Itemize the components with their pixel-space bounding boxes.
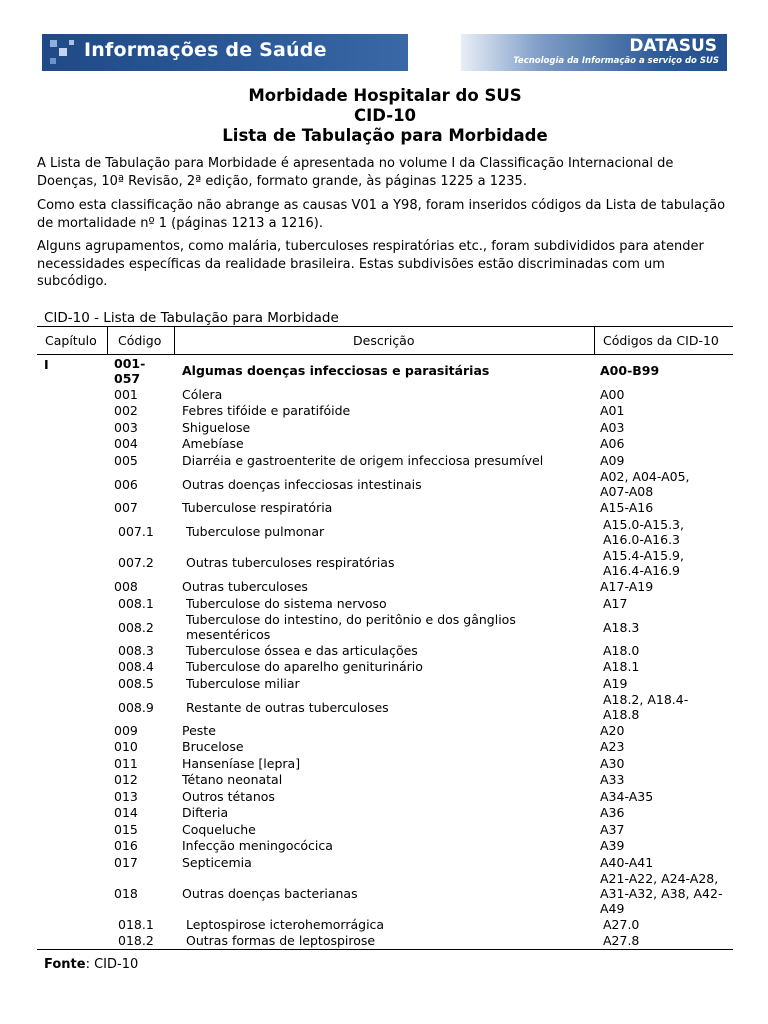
- row-code: 008.2: [118, 620, 154, 635]
- table-bottom-rule: [37, 949, 733, 950]
- column-divider: [594, 327, 595, 354]
- row-code: 008.5: [118, 676, 154, 691]
- row-cid: A18.2, A18.4-A18.8: [603, 692, 689, 722]
- row-cid: A36: [600, 805, 625, 820]
- row-code: 018.1: [118, 917, 154, 932]
- row-code: 001: [114, 387, 138, 402]
- row-description: Tuberculose do aparelho geniturinário: [186, 659, 423, 674]
- source-note: [44, 957, 138, 972]
- row-code: 006: [114, 477, 138, 492]
- main-title: Morbidade Hospitalar do SUS: [248, 86, 522, 105]
- row-description: Shiguelose: [182, 420, 251, 435]
- source-value: : CID-10: [85, 957, 139, 972]
- row-cid: A09: [600, 453, 625, 468]
- row-cid: A15.0-A15.3, A16.0-A16.3: [603, 517, 684, 547]
- header-chapter: Capítulo: [45, 333, 97, 348]
- logo-square-icon: [50, 58, 56, 64]
- table-top-rule: [37, 326, 733, 327]
- row-description: Tuberculose óssea e das articulações: [186, 643, 418, 658]
- row-description: Tuberculose miliar: [186, 676, 300, 691]
- intro-paragraph: A Lista de Tabulação para Morbidade é apresentada no volume I da Classificação Internacional de Doenças, 10ª Revisão, 2ª edição, formato grande, às páginas 1225 a 1235.: [37, 156, 674, 189]
- row-description: Diarréia e gastroenterite de origem infecciosa presumível: [182, 453, 544, 468]
- subdivision-paragraph: Alguns agrupamentos, como malária, tuberculoses respiratórias etc., foram subdivididos para atender necessidades específicas da realidade brasileira. Estas subdivisões estão discriminadas com um subcódigo.: [37, 239, 704, 289]
- row-description: Cólera: [182, 387, 223, 402]
- brand-tagline: Tecnologia da Informação a serviço do SUS: [513, 56, 719, 66]
- row-code: 005: [114, 453, 138, 468]
- list-title: Lista de Tabulação para Morbidade: [222, 126, 548, 145]
- column-divider: [107, 327, 108, 354]
- logo-square-icon: [69, 40, 74, 45]
- row-code: 008.9: [118, 700, 154, 715]
- row-code: 008.3: [118, 643, 154, 658]
- row-cid: A27.0: [603, 917, 640, 932]
- row-cid: A23: [600, 739, 625, 754]
- row-description: Outras tuberculoses: [182, 579, 308, 594]
- row-cid: A01: [600, 403, 625, 418]
- row-chapter: I: [44, 357, 49, 372]
- row-cid: A40-A41: [600, 855, 654, 870]
- row-code: 008.1: [118, 596, 154, 611]
- brand-name: DATASUS: [629, 36, 717, 56]
- logo-square-icon: [50, 40, 57, 47]
- row-cid: A39: [600, 838, 625, 853]
- row-description: Restante de outras tuberculoses: [186, 700, 389, 715]
- row-description: Outras formas de leptospirose: [186, 933, 376, 948]
- header-code: Código: [118, 333, 162, 348]
- row-cid: A20: [600, 723, 625, 738]
- row-cid: A06: [600, 436, 625, 451]
- row-code: 002: [114, 403, 138, 418]
- row-code: 018.2: [118, 933, 154, 948]
- row-description: Difteria: [182, 805, 229, 820]
- row-cid: A33: [600, 772, 625, 787]
- header-left-title: Informações de Saúde: [84, 39, 327, 61]
- row-code: 012: [114, 772, 138, 787]
- header-description: Descrição: [353, 333, 415, 348]
- row-cid: A37: [600, 822, 625, 837]
- row-description: Tuberculose do sistema nervoso: [186, 596, 387, 611]
- row-description: Leptospirose icterohemorrágica: [186, 917, 385, 932]
- table-header-rule: [37, 354, 733, 355]
- row-cid: A18.3: [603, 620, 640, 635]
- row-code: 009: [114, 723, 138, 738]
- row-cid: A00: [600, 387, 625, 402]
- row-description: Septicemia: [182, 855, 252, 870]
- scope-paragraph: Como esta classificação não abrange as causas V01 a Y98, foram inseridos códigos da Lista de tabulação de mortalidade nº 1 (páginas 1213 a 1216).: [37, 198, 726, 231]
- row-code: 018: [114, 886, 138, 901]
- sub-title: CID-10: [353, 106, 417, 125]
- row-code: 008.4: [118, 659, 154, 674]
- row-description: Outros tétanos: [182, 789, 275, 804]
- row-code: 007.2: [118, 555, 154, 570]
- row-cid: A34-A35: [600, 789, 654, 804]
- header-banner-right: [461, 34, 727, 71]
- row-code: 008: [114, 579, 138, 594]
- row-description: Algumas doenças infecciosas e parasitárias: [182, 363, 490, 378]
- row-description: Tuberculose pulmonar: [186, 524, 325, 539]
- row-description: Coqueluche: [182, 822, 256, 837]
- row-description: Hanseníase [lepra]: [182, 756, 301, 771]
- row-description: Brucelose: [182, 739, 244, 754]
- row-description: Tétano neonatal: [182, 772, 283, 787]
- row-code: 011: [114, 756, 138, 771]
- document-titles: [0, 86, 768, 146]
- row-cid: A30: [600, 756, 625, 771]
- logo-square-icon: [59, 48, 67, 56]
- row-description: Tuberculose do intestino, do peritônio e dos gânglios mesentéricos: [186, 612, 516, 642]
- row-cid: A21-A22, A24-A28, A31-A32, A38, A42-A49: [600, 871, 723, 916]
- row-cid: A03: [600, 420, 625, 435]
- column-divider: [174, 327, 175, 354]
- row-code: 017: [114, 855, 138, 870]
- row-cid: A19: [603, 676, 628, 691]
- row-code: 007: [114, 500, 138, 515]
- row-description: Outras doenças infecciosas intestinais: [182, 477, 422, 492]
- row-code: 013: [114, 789, 138, 804]
- source-label: Fonte: [44, 957, 86, 972]
- row-description: Peste: [182, 723, 216, 738]
- row-description: Amebíase: [182, 436, 244, 451]
- row-cid: A15-A16: [600, 500, 654, 515]
- row-cid: A02, A04-A05, A07-A08: [600, 469, 690, 499]
- row-cid: A17: [603, 596, 628, 611]
- row-code: 010: [114, 739, 138, 754]
- row-code: 015: [114, 822, 138, 837]
- row-code: 007.1: [118, 524, 154, 539]
- row-cid: A15.4-A15.9, A16.4-A16.9: [603, 548, 684, 578]
- row-cid: A00-B99: [600, 363, 660, 378]
- row-code: 003: [114, 420, 138, 435]
- row-cid: A17-A19: [600, 579, 654, 594]
- row-description: Outras doenças bacterianas: [182, 886, 358, 901]
- row-description: Febres tifóide e paratifóide: [182, 403, 351, 418]
- row-code: 004: [114, 436, 138, 451]
- row-description: Outras tuberculoses respiratórias: [186, 555, 395, 570]
- row-description: Infecção meningocócica: [182, 838, 333, 853]
- row-code: 016: [114, 838, 138, 853]
- row-code: 014: [114, 805, 138, 820]
- row-cid: A18.1: [603, 659, 640, 674]
- row-cid: A18.0: [603, 643, 640, 658]
- row-cid: A27.8: [603, 933, 640, 948]
- table-caption: CID-10 - Lista de Tabulação para Morbidade: [44, 310, 339, 326]
- header-banner-left: [42, 34, 408, 71]
- row-description: Tuberculose respiratória: [182, 500, 333, 515]
- header-cid-codes: Códigos da CID-10: [603, 333, 719, 348]
- row-code: 001-057: [114, 356, 146, 386]
